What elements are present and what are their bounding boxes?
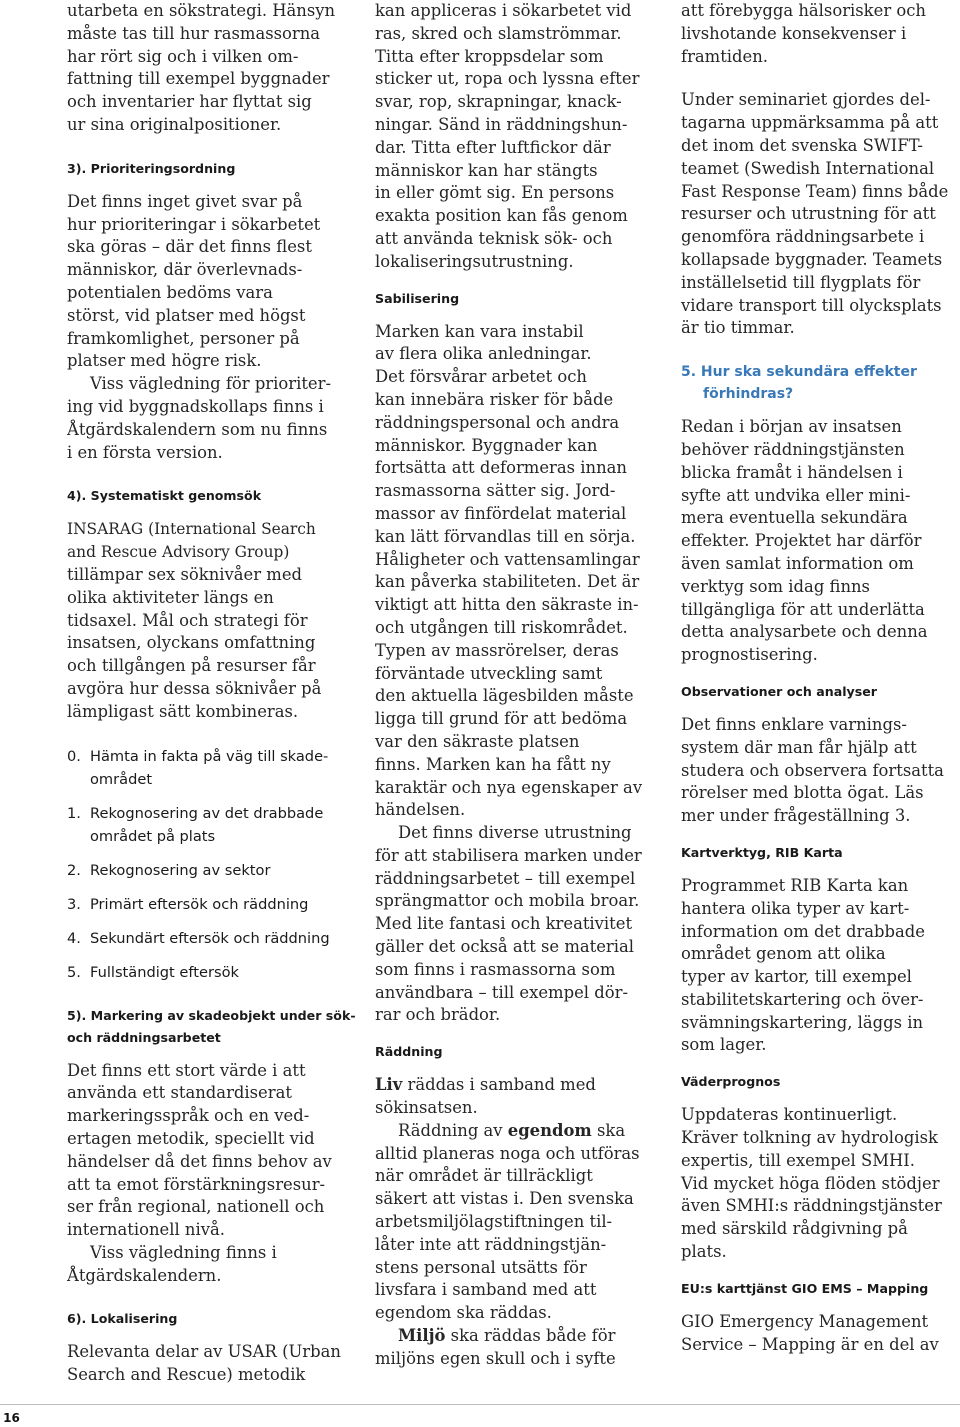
text-line: framtiden. [681, 46, 769, 66]
bold-term: Liv [375, 1075, 403, 1095]
paragraph [681, 416, 960, 667]
column-3 [681, 0, 960, 1356]
list-item [67, 745, 359, 768]
paragraph [375, 1074, 667, 1370]
paragraph [67, 191, 359, 465]
text-line: och utgången till riskområdet. [375, 617, 628, 637]
text-line: och tillgången på resurser får [67, 656, 316, 676]
text-line: ur sina originalpositioner. [67, 114, 282, 134]
paragraph [67, 1060, 359, 1288]
text-line: Under seminariet gjordes del- [681, 90, 931, 110]
text-line: gäller det också att se material [375, 937, 635, 957]
text-line: stabilitetskartering och över- [681, 989, 924, 1009]
column-2 [375, 0, 667, 1371]
text-line: effekter. Projektet har därför [681, 531, 922, 551]
text-line: tillämpar sex söknivåer med [67, 564, 303, 584]
text-line: exakta position kan fås genom [375, 206, 628, 226]
text-line: genomföra räddningsarbete i [681, 227, 925, 247]
text-line: behöver räddningstjänsten [681, 439, 905, 459]
list-item-continuation: området på plats [90, 827, 216, 845]
text-line: området genom att olika [681, 944, 886, 964]
text-line: resurser och utrustning för att [681, 204, 936, 224]
text-line: ertagen metodik, speciellt vid [67, 1128, 315, 1148]
text-line: svämningskartering, läggs in [681, 1012, 924, 1032]
text-line: var den säkraste platsen [375, 731, 580, 751]
text-line: dar. Titta efter luftfickor där [375, 137, 611, 157]
footer-divider [0, 1404, 960, 1405]
text-line: egendom ska räddas. [375, 1303, 552, 1323]
text-line: Titta efter kroppsdelar som [375, 46, 604, 66]
text-line: måste tas till hur rasmassorna [67, 23, 321, 43]
bold-term: egendom [507, 1120, 592, 1140]
text-line: använda ett standardiserat [67, 1083, 292, 1103]
text-line: människor. Byggnader kan [375, 435, 598, 455]
list-item [67, 961, 359, 984]
text-line: markeringsspråk och en ved- [67, 1106, 310, 1126]
text-line: att förebygga hälsorisker och [681, 1, 926, 20]
text-line: internationell nivå. [67, 1220, 225, 1240]
text-line: att använda teknisk sök- och [375, 228, 613, 248]
section-heading-5-cont: och räddningsarbetet [67, 1029, 221, 1045]
text-line: ing vid byggnadskollaps finns i [67, 396, 324, 416]
text-line: Relevanta delar av USAR (Urban [67, 1342, 341, 1362]
text-line: tillgängliga för att underlätta [681, 599, 925, 619]
text-line: Håligheter och vattensamlingar [375, 549, 640, 569]
text-line: system där man får hjälp att [681, 737, 917, 757]
list-number: 0. [67, 747, 81, 765]
text-line: kan innebära risker för både [375, 389, 614, 409]
text-line: ras, skred och slamströmmar. [375, 23, 622, 43]
list-item-continuation: området [90, 770, 153, 788]
text-line: Redan i början av insatsen [681, 417, 902, 437]
text-line: människor kan har stängts [375, 160, 598, 180]
text-line: livsfara i samband med att [375, 1280, 597, 1300]
text-line: ligga till grund för att bedöma [375, 709, 628, 729]
paragraph [375, 0, 667, 274]
text-line: verktyg som idag finns [681, 576, 870, 596]
text-line: Det finns ett stort värde i att [67, 1060, 306, 1080]
text-line: kan påverka stabiliteten. Det är [375, 572, 640, 592]
text-line: Viss vägledning finns i [90, 1242, 277, 1262]
list-text: Sekundärt eftersök och räddning [90, 929, 330, 947]
text-line: Det finns diverse utrustning [398, 823, 632, 843]
subheading-gio-ems: EU:s karttjänst GIO EMS – Mapping [681, 1280, 929, 1296]
text-line: vidare transport till olycksplats [681, 295, 942, 315]
text-line: har rört sig och i vilken om- [67, 46, 299, 66]
text-line: livshotande konsekvenser i [681, 23, 907, 43]
text-line: sprängmattor och mobila broar. [375, 891, 640, 911]
text-line: fortsätta att deformeras innan [375, 458, 627, 478]
page-number: 16 [3, 1411, 20, 1425]
text-line: potentialen bedöms vara [67, 282, 273, 302]
paragraph [375, 321, 667, 1028]
text-line: viktigt att hitta den säkraste in- [375, 595, 639, 615]
text-line: INSARAG (International Search [67, 520, 316, 539]
text-line: med särskild rådgivning på [681, 1219, 908, 1239]
text-line: Miljö ska räddas både för [398, 1326, 616, 1346]
text-line: av flera olika anledningar. [375, 344, 592, 364]
text-line: sökinsatsen. [375, 1098, 478, 1118]
text-line: när området är tillräckligt [375, 1166, 593, 1186]
text-line: förväntade utveckling samt [375, 663, 603, 683]
text-line: Viss vägledning för prioriter- [90, 374, 331, 394]
list-number: 2. [67, 861, 81, 879]
text-line: säkert att vistas i. Den svenska [375, 1189, 634, 1209]
list-number: 4. [67, 929, 81, 947]
text-line: kan lätt förvandlas till en sörja. [375, 526, 636, 546]
text-line: insatsen, olyckans omfattning [67, 633, 316, 653]
text-line: massor av finfördelat material [375, 503, 627, 523]
text-line: expertis, till exempel SMHI. [681, 1150, 915, 1170]
text-line: lokaliseringsutrustning. [375, 251, 574, 271]
paragraph [681, 1311, 960, 1357]
text-line: Åtgärdskalendern. [67, 1265, 222, 1285]
list-number: 5. [67, 963, 81, 981]
text-line: teamet (Swedish International [681, 158, 935, 178]
text-line: Uppdateras kontinuerligt. [681, 1105, 898, 1125]
list-item [67, 859, 359, 882]
text-line: fattning till exempel byggnader [67, 69, 330, 89]
text-line: framkomlighet, personer på [67, 328, 300, 348]
text-line: typer av kartor, till exempel [681, 967, 912, 987]
text-line: kan appliceras i sökarbetet vid [375, 1, 632, 20]
text-line: Liv räddas i samband med [375, 1075, 596, 1095]
text-line: blicka framåt i händelsen i [681, 462, 903, 482]
text-line: miljöns egen skull och i syfte [375, 1348, 616, 1368]
text-line: även samlat information om [681, 553, 914, 573]
text-line: ser från regional, nationell och [67, 1197, 325, 1217]
list-number: 1. [67, 804, 81, 822]
text-line: hantera olika typer av kart- [681, 898, 910, 918]
text-line: kollapsade byggnader. Teamets [681, 249, 943, 269]
text-line: lämpligast sätt kombineras. [67, 701, 299, 721]
text-line: även SMHI:s räddningstjänster [681, 1196, 942, 1216]
text-line: stens personal utsätts för [375, 1257, 587, 1277]
text-line: Search and Rescue) metodik [67, 1365, 306, 1385]
column-1 [67, 0, 359, 1387]
text-line: ningar. Sänd in räddningshun- [375, 114, 628, 134]
text-line: människor, där överlevnads- [67, 260, 303, 280]
text-line: alltid planeras noga och utföras [375, 1143, 640, 1163]
text-line: är tio timmar. [681, 318, 795, 338]
text-line: mer under frågeställning 3. [681, 806, 911, 826]
text-line: att ta emot förstärkningsresur- [67, 1174, 326, 1194]
list-item [67, 802, 359, 825]
text-line: Det finns inget givet svar på [67, 191, 303, 211]
text-line: händelsen. [375, 800, 466, 820]
text-line: mera eventuella sekundära [681, 508, 908, 528]
text-line: händelser då det finns behov av [67, 1151, 332, 1171]
text-line: svar, rop, skrapningar, knack- [375, 92, 622, 112]
list-number: 3. [67, 895, 81, 913]
text-line: sticker ut, ropa och lyssna efter [375, 69, 640, 89]
text-line: tidsaxel. Mål och strategi för [67, 610, 308, 630]
text-line: inställelsetid till flygplats för [681, 272, 921, 292]
text-line: den aktuella lägesbilden måste [375, 686, 634, 706]
text-line: studera och observera fortsatta [681, 760, 944, 780]
search-levels-list [67, 745, 359, 984]
paragraph [681, 0, 960, 68]
paragraph [67, 518, 359, 723]
text-line: hur prioriteringar i sökarbetet [67, 214, 321, 234]
section-heading-3: 3). Prioriteringsordning [67, 160, 236, 176]
text-line: karaktär och nya egenskaper av [375, 777, 643, 797]
subheading-weather: Väderprognos [681, 1074, 781, 1090]
list-text: Primärt eftersök och räddning [90, 895, 309, 913]
section-heading-6: 6). Lokalisering [67, 1311, 178, 1327]
text-line: syfte att undvika eller mini- [681, 485, 911, 505]
text-line: Fast Response Team) finns både [681, 181, 949, 201]
text-line: ska göras – där det finns flest [67, 237, 312, 257]
bold-term: Miljö [398, 1326, 446, 1346]
text-line: Med lite fantasi och kreativitet [375, 914, 633, 934]
text-line: and Rescue Advisory Group) [67, 543, 290, 562]
text-line: räddningsarbetet – till exempel [375, 868, 636, 888]
section-heading-secondary-effects-cont: förhindras? [703, 386, 794, 403]
paragraph [681, 89, 960, 340]
text-line: Åtgärdskalendern som nu finns [67, 419, 328, 439]
text-line: prognostisering. [681, 645, 818, 665]
text-line: för att stabilisera marken under [375, 845, 642, 865]
text-line: rar och brädor. [375, 1005, 501, 1025]
text-line: i en första version. [67, 442, 223, 462]
paragraph [67, 0, 359, 137]
text-line: finns. Marken kan ha fått ny [375, 754, 611, 774]
text-line: avgöra hur dessa söknivåer på [67, 678, 322, 698]
list-text: Fullständigt eftersök [90, 963, 239, 981]
subheading-stabilisering: Sabilisering [375, 290, 460, 306]
text-line: Det finns enklare varnings- [681, 714, 907, 734]
text-line: räddningspersonal och andra [375, 412, 620, 432]
text-line: olika aktiviteter längs en [67, 587, 274, 607]
text-line: som lager. [681, 1035, 767, 1055]
section-heading-4: 4). Systematiskt genomsök [67, 488, 262, 504]
text-line: detta analysarbete och denna [681, 622, 928, 642]
paragraph [681, 714, 960, 828]
section-heading-secondary-effects: 5. Hur ska sekundära effekter [681, 364, 917, 381]
text-line: och inventarier har flyttat sig [67, 92, 312, 112]
text-line: tagarna uppmärksamma på att [681, 113, 939, 133]
text-line: platser med högre risk. [67, 351, 262, 371]
list-item [67, 927, 359, 950]
paragraph [681, 1104, 960, 1264]
text-line: Programmet RIB Karta kan [681, 875, 909, 895]
text-line: Det försvårar arbetet och [375, 367, 587, 387]
section-heading-5: 5). Markering av skadeobjekt under sök- [67, 1007, 356, 1023]
text-line: som finns i rasmassorna som [375, 959, 616, 979]
list-item [67, 893, 359, 916]
list-text: Hämta in fakta på väg till skade- [90, 747, 329, 765]
list-text: Rekognosering av sektor [90, 861, 271, 879]
subheading-observations: Observationer och analyser [681, 683, 877, 699]
text-line: Typen av massrörelser, deras [375, 640, 619, 660]
text-line: Service – Mapping är en del av [681, 1334, 939, 1354]
text-line: Räddning av egendom ska [398, 1120, 626, 1140]
subheading-raddning: Räddning [375, 1044, 443, 1060]
text-line: rasmassorna sätter sig. Jord- [375, 481, 616, 501]
text-line: information om det drabbade [681, 921, 926, 941]
text-line: utarbeta en sökstrategi. Hänsyn [67, 1, 336, 20]
text-line: arbetsmiljölagstiftningen til- [375, 1212, 613, 1232]
text-line: det inom det svenska SWIFT- [681, 135, 923, 155]
text-line: in eller gömt sig. En persons [375, 183, 615, 203]
text-line: rörelser med blotta ögat. Läs [681, 783, 924, 803]
text-line: Kräver tolkning av hydrologisk [681, 1128, 938, 1148]
text-line: låter inte att räddningstjän- [375, 1234, 607, 1254]
text-line: plats. [681, 1242, 727, 1262]
text-line: användbara – till exempel dör- [375, 982, 628, 1002]
subheading-rib-map: Kartverktyg, RIB Karta [681, 844, 843, 860]
text-line: Marken kan vara instabil [375, 321, 584, 341]
paragraph [681, 875, 960, 1057]
paragraph [67, 1341, 359, 1387]
text-line: GIO Emergency Management [681, 1311, 929, 1331]
text-line: störst, vid platser med högst [67, 305, 306, 325]
list-text: Rekognosering av det drabbade [90, 804, 324, 822]
text-line: Vid mycket höga flöden stödjer [681, 1173, 940, 1193]
